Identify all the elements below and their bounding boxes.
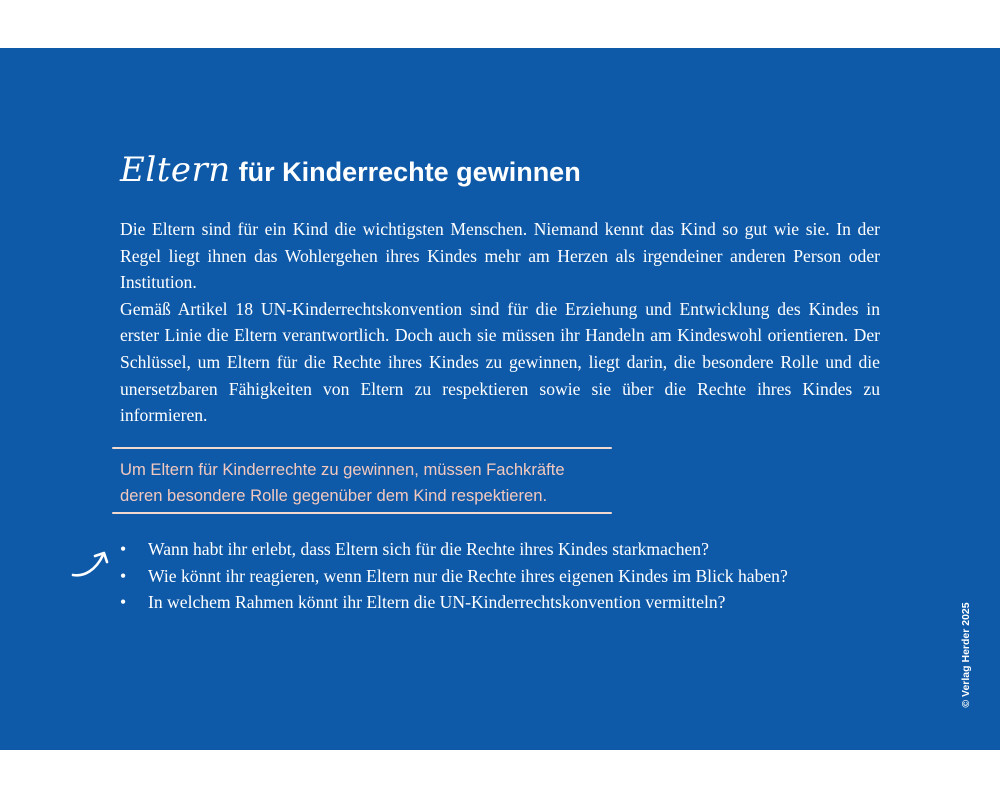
question-text: In welchem Rahmen könnt ihr Eltern die UN-Kinderrechtskonvention vermitteln? — [148, 592, 726, 612]
paragraph: Gemäß Artikel 18 UN-Kinderrechtskonvention sind für die Erziehung und Entwicklung des Kindes in erster Linie die Eltern verantwortlich. Doch auch sie müssen ihr Handeln am Kindeswohl orientieren. Der Schlüssel, um Eltern für die Rechte ihres Kindes zu gewinnen, liegt darin, die besondere Rolle und die unersetzbaren Fähigkeiten von Eltern zu respektieren sowie sie über die Rechte ihres Kindes zu informieren. — [120, 298, 880, 426]
paragraph: Die Eltern sind für ein Kind die wichtigsten Menschen. Niemand kennt das Kind so gut wie sie. In der Regel liegt ihnen das Wohlergehen ihres Kindes mehr am Herzen als irgendeiner anderen Person oder Institution. — [120, 219, 880, 293]
arrow-icon — [70, 546, 112, 580]
title-script-word: Eltern — [120, 150, 231, 190]
list-item — [120, 536, 920, 563]
bullet-icon: • — [120, 592, 127, 612]
page-title — [120, 150, 720, 190]
question-text: Wie könnt ihr reagieren, wenn Eltern nur die Rechte ihres eigenen Kindes im Blick haben? — [148, 565, 788, 586]
copyright-notice: © Verlag Herder 2025 — [960, 602, 972, 708]
divider-top — [112, 447, 612, 449]
callout-line: Um Eltern für Kinderrechte zu gewinnen, müssen Fachkräfte — [120, 460, 565, 479]
bullet-icon: • — [120, 539, 127, 559]
question-list — [120, 536, 920, 616]
callout-line: deren besondere Rolle gegenüber dem Kind respektieren. — [120, 486, 548, 505]
callout-box — [120, 457, 620, 509]
body-text — [120, 216, 880, 429]
question-text: Wann habt ihr erlebt, dass Eltern sich für die Rechte ihres Kindes starkmachen? — [148, 539, 709, 559]
title-rest: für Kinderrechte gewinnen — [238, 157, 581, 187]
list-item — [120, 589, 920, 616]
bullet-icon: • — [120, 565, 127, 586]
list-item — [120, 563, 920, 590]
divider-bottom — [112, 512, 612, 514]
